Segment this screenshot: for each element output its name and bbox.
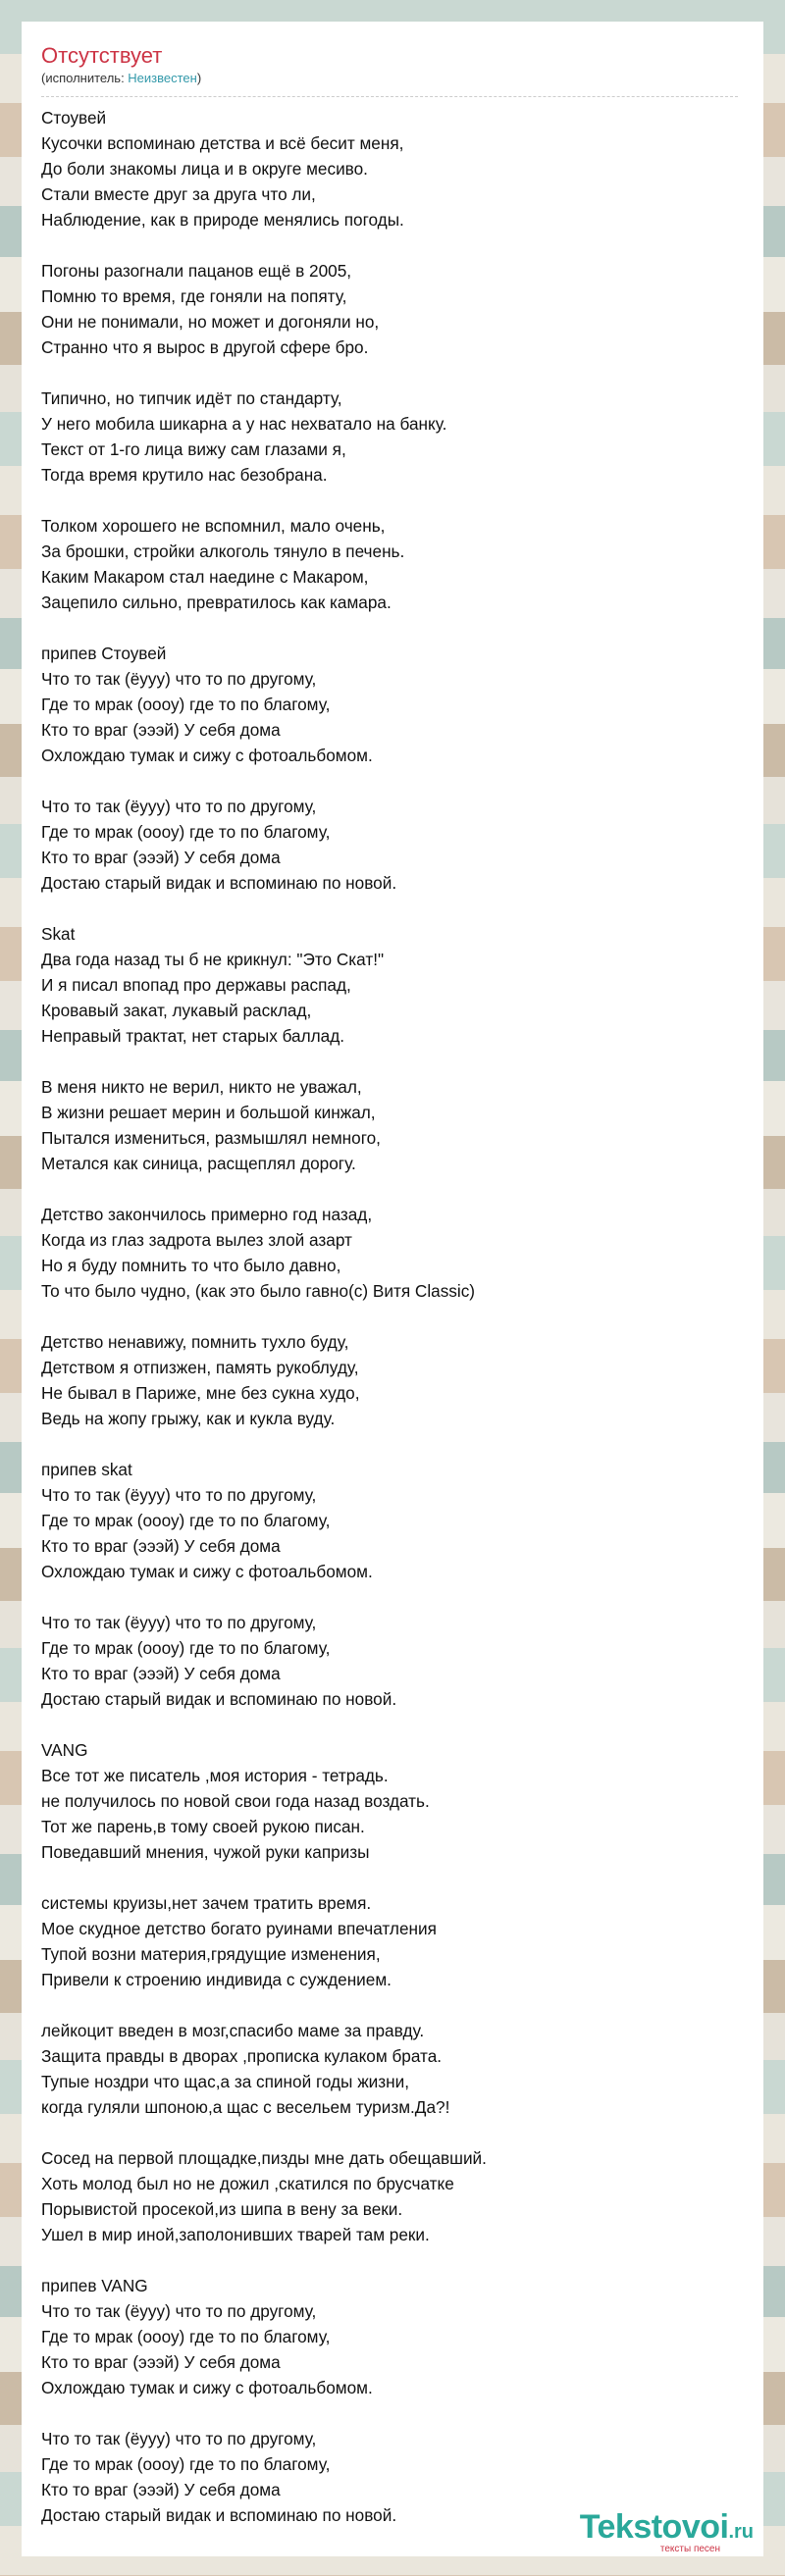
lyrics-line: Кусочки вспоминаю детства и всё бесит меня, — [41, 133, 404, 153]
site-logo[interactable] — [580, 2510, 754, 2554]
lyrics-line: системы круизы,нет зачем тратить время. — [41, 1893, 372, 1913]
lyrics-line: Достаю старый видак и вспоминаю по новой. — [41, 2505, 397, 2525]
lyrics-line: Погоны разогнали пацанов ещё в 2005, — [41, 261, 352, 281]
lyrics-stanza — [41, 105, 738, 232]
lyrics-line: Ведь на жопу грыжу, как и кукла вуду. — [41, 1409, 336, 1428]
lyrics-line: Где то мрак (оооу) где то по благому, — [41, 1638, 331, 1658]
header-divider — [41, 96, 738, 97]
artist-link[interactable]: Неизвестен — [128, 71, 197, 85]
lyrics-line: Привели к строению индивида с суждением. — [41, 1970, 392, 1989]
lyrics-stanza — [41, 1610, 738, 1712]
lyrics-line: Охлождаю тумак и сижу с фотоальбомом. — [41, 746, 373, 765]
lyrics-text — [41, 105, 738, 2528]
lyrics-line: VANG — [41, 1740, 88, 1760]
lyrics-line: За брошки, стройки алкоголь тянуло в печень. — [41, 541, 405, 561]
logo-tagline: тексты песен — [659, 2544, 720, 2554]
lyrics-line: Тот же парень,в тому своей рукою писан. — [41, 1817, 365, 1836]
lyrics-line: Детство ненавижу, помнить тухло буду, — [41, 1332, 349, 1352]
lyrics-line: Сосед на первой площадке,пизды мне дать обещавший. — [41, 2148, 487, 2168]
lyrics-stanza — [41, 2273, 738, 2400]
lyrics-line: Текст от 1-го лица вижу сам глазами я, — [41, 439, 346, 459]
lyrics-line: Типично, но типчик идёт по стандарту, — [41, 388, 342, 408]
lyrics-line: когда гуляли шпоною,а щас с весельем туризм.Да?! — [41, 2097, 450, 2117]
lyrics-line: Где то мрак (оооу) где то по благому, — [41, 822, 331, 842]
lyrics-line: Тогда время крутило нас безобрана. — [41, 465, 328, 485]
lyrics-line: Детство закончилось примерно год назад, — [41, 1205, 373, 1224]
lyrics-line: Кто то враг (эээй) У себя дома — [41, 2352, 281, 2372]
lyrics-line: Где то мрак (оооу) где то по благому, — [41, 1511, 331, 1530]
lyrics-line: В меня никто не верил, никто не уважал, — [41, 1077, 362, 1097]
lyrics-card — [22, 22, 763, 2556]
lyrics-line: Стоувей — [41, 108, 107, 128]
lyrics-line: Skat — [41, 924, 76, 944]
lyrics-line: Что то так (ёууу) что то по другому, — [41, 2429, 317, 2448]
lyrics-line: Неправый трактат, нет старых баллад. — [41, 1026, 345, 1046]
logo-wordmark: Tekstovoi — [579, 2508, 729, 2546]
lyrics-line: Кровавый закат, лукавый расклад, — [41, 1001, 312, 1020]
lyrics-line: Где то мрак (оооу) где то по благому, — [41, 695, 331, 714]
lyrics-line: Кто то враг (эээй) У себя дома — [41, 848, 281, 867]
lyrics-line: Порывистой просекой,из шипа в вену за веки. — [41, 2199, 403, 2219]
lyrics-line: припев Стоувей — [41, 644, 167, 663]
lyrics-stanza — [41, 1890, 738, 1992]
artist-suffix: ) — [196, 71, 202, 85]
lyrics-stanza — [41, 1737, 738, 1865]
lyrics-line: То что было чудно, (как это было гавно(с) Витя Classic) — [41, 1281, 476, 1301]
lyrics-line: Тупой возни материя,грядущие изменения, — [41, 1944, 381, 1964]
lyrics-line: Когда из глаз задрота вылез злой азарт — [41, 1230, 352, 1250]
lyrics-line: Защита правды в дворах ,прописка кулаком брата. — [41, 2046, 443, 2066]
lyrics-stanza — [41, 1074, 738, 1176]
lyrics-line: Что то так (ёууу) что то по другому, — [41, 1485, 317, 1505]
lyrics-line: Кто то враг (эээй) У себя дома — [41, 1536, 281, 1556]
lyrics-line: Что то так (ёууу) что то по другому, — [41, 1613, 317, 1632]
lyrics-stanza — [41, 1202, 738, 1304]
lyrics-line: Толком хорошего не вспомнил, мало очень, — [41, 516, 386, 536]
lyrics-stanza — [41, 386, 738, 488]
logo-tld: .ru — [728, 2521, 754, 2543]
lyrics-line: Ушел в мир иной,заполонивших тварей там реки. — [41, 2225, 430, 2244]
lyrics-line: Что то так (ёууу) что то по другому, — [41, 669, 317, 689]
lyrics-line: Каким Макаром стал наедине с Макаром, — [41, 567, 369, 587]
lyrics-line: Не бывал в Париже, мне без сукна худо, — [41, 1383, 360, 1403]
lyrics-line: Детством я отпизжен, память рукоблуду, — [41, 1358, 359, 1377]
lyrics-stanza — [41, 513, 738, 615]
lyrics-stanza — [41, 641, 738, 768]
lyrics-line: Кто то враг (эээй) У себя дома — [41, 1664, 281, 1683]
lyrics-line: Кто то враг (эээй) У себя дома — [41, 720, 281, 740]
lyrics-line: Мое скудное детство богато руинами впечатления — [41, 1919, 437, 1938]
lyrics-line: Стали вместе друг за друга что ли, — [41, 184, 316, 204]
lyrics-line: припев VANG — [41, 2276, 148, 2295]
lyrics-line: Что то так (ёууу) что то по другому, — [41, 797, 317, 816]
lyrics-line: не получилось по новой свои года назад воздать. — [41, 1791, 430, 1811]
lyrics-line: До боли знакомы лица и в округе месиво. — [41, 159, 368, 179]
lyrics-stanza — [41, 1329, 738, 1431]
lyrics-line: Тупые ноздри что щас,а за спиной годы жизни, — [41, 2072, 410, 2091]
lyrics-line: В жизни решает мерин и большой кинжал, — [41, 1103, 376, 1122]
lyrics-stanza — [41, 2145, 738, 2247]
lyrics-stanza — [41, 1457, 738, 1584]
artist-prefix: (исполнитель: — [41, 71, 129, 85]
lyrics-line: Охлождаю тумак и сижу с фотоальбомом. — [41, 2378, 373, 2397]
lyrics-line: Достаю старый видак и вспоминаю по новой. — [41, 1689, 397, 1709]
lyrics-line: Все тот же писатель ,моя история - тетрадь. — [41, 1766, 389, 1785]
lyrics-line: Метался как синица, расщеплял дорогу. — [41, 1154, 356, 1173]
song-title: Отсутствует — [41, 43, 163, 68]
lyrics-stanza — [41, 794, 738, 896]
lyrics-line: Странно что я вырос в другой сфере бро. — [41, 337, 369, 357]
lyrics-line: Где то мрак (оооу) где то по благому, — [41, 2327, 331, 2346]
lyrics-stanza — [41, 258, 738, 360]
lyrics-line: Два года назад ты б не крикнул: "Это Скат!" — [41, 950, 385, 969]
lyrics-line: Зацепило сильно, превратилось как камара. — [41, 592, 392, 612]
lyrics-line: Они не понимали, но может и догоняли но, — [41, 312, 380, 332]
lyrics-line: Наблюдение, как в природе менялись погоды. — [41, 210, 404, 230]
lyrics-line: И я писал впопад про державы распад, — [41, 975, 351, 995]
lyrics-line: Охлождаю тумак и сижу с фотоальбомом. — [41, 1562, 373, 1581]
lyrics-stanza — [41, 2018, 738, 2120]
lyrics-line: Хоть молод был но не дожил ,скатился по брусчатке — [41, 2174, 454, 2193]
lyrics-line: припев skat — [41, 1460, 132, 1479]
lyrics-line: Достаю старый видак и вспоминаю по новой. — [41, 873, 397, 893]
lyrics-line: Но я буду помнить то что было давно, — [41, 1256, 341, 1275]
lyrics-line: Помню то время, где гоняли на попяту, — [41, 286, 347, 306]
lyrics-stanza — [41, 921, 738, 1049]
lyrics-line: Кто то враг (эээй) У себя дома — [41, 2480, 281, 2499]
lyrics-line: Где то мрак (оооу) где то по благому, — [41, 2454, 331, 2474]
lyrics-line: Поведавший мнения, чужой руки капризы — [41, 1842, 370, 1862]
lyrics-line: лейкоцит введен в мозг,спасибо маме за правду. — [41, 2021, 425, 2040]
lyrics-line: Пытался измениться, размышлял немного, — [41, 1128, 381, 1148]
artist-line — [41, 71, 738, 86]
lyrics-line: У него мобила шикарна а у нас нехватало на банку. — [41, 414, 447, 434]
lyrics-line: Что то так (ёууу) что то по другому, — [41, 2301, 317, 2321]
